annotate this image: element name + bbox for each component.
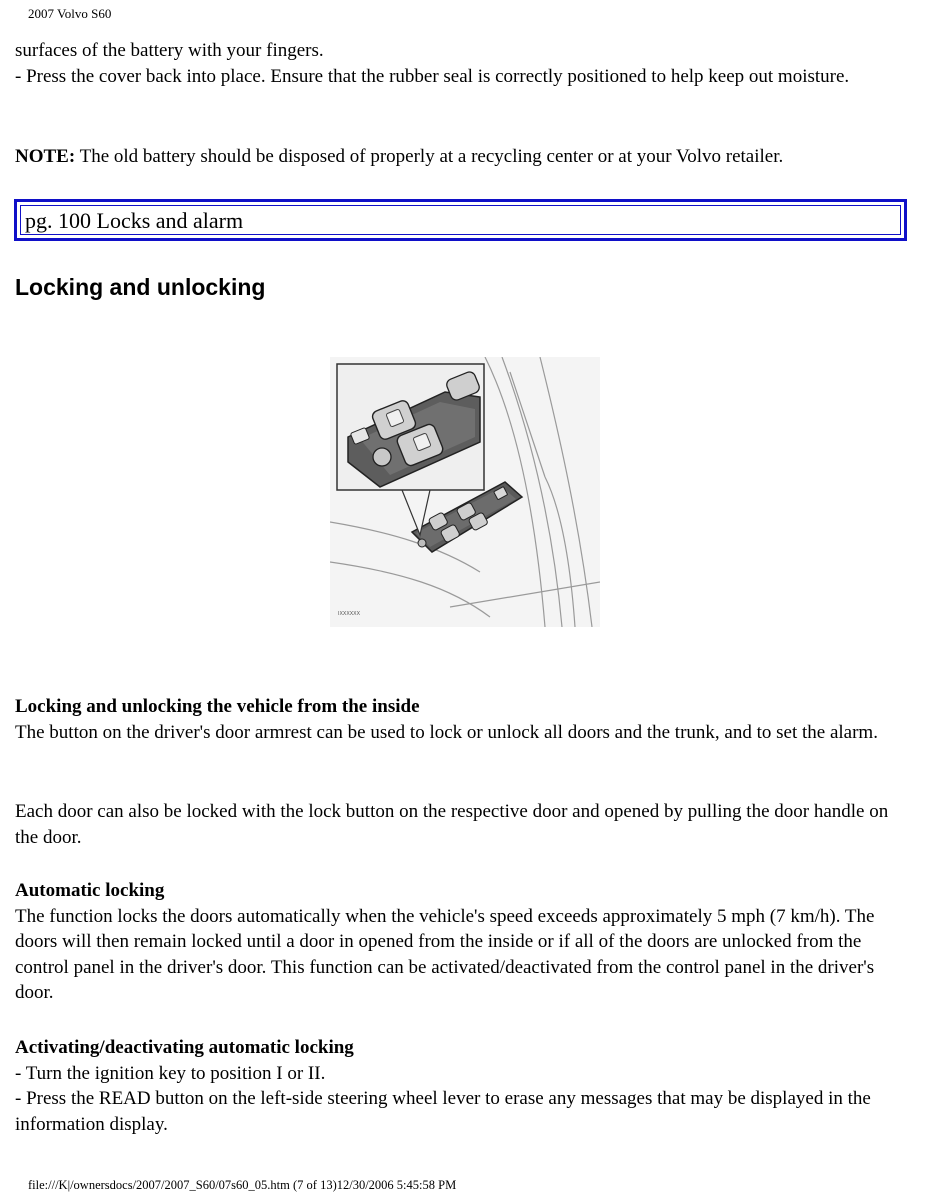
note-text: The old battery should be disposed of properly at a recycling center or at your Volvo retailer. [75, 146, 784, 167]
document-header: 2007 Volvo S60 [28, 6, 112, 21]
activate-locking-section [15, 1035, 910, 1137]
automatic-locking-text: The function locks the doors automatically when the vehicle's speed exceeds approximately 5 mph (7 km/h). The doors will then remain locked until a door in opened from the inside or if all of the doors are unlocked from the control panel in the driver's door. This function can be activated/deactivated from the control panel in the driver's door. [15, 905, 875, 1003]
inside-locking-paragraph-1: The button on the driver's door armrest can be used to lock or unlock all doors and the trunk, and to set the alarm. [15, 721, 878, 743]
inside-locking-paragraph-2: Each door can also be locked with the lock button on the respective door and opened by pulling the door handle on the door. [15, 801, 889, 848]
note-paragraph [15, 144, 910, 170]
intro-paragraph [15, 38, 910, 89]
inside-locking-heading: Locking and unlocking the vehicle from the inside [15, 696, 420, 717]
intro-line-1: surfaces of the battery with your fingers. [15, 40, 324, 61]
activate-step-2: - Press the READ button on the left-side steering wheel lever to erase any messages that may be displayed in the information display. [15, 1088, 871, 1135]
automatic-locking-section [15, 878, 910, 1006]
page-heading-box [14, 199, 907, 241]
door-control-panel-illustration [330, 357, 600, 627]
intro-line-2: - Press the cover back into place. Ensure that the rubber seal is correctly positioned to help keep out moisture. [15, 65, 850, 87]
automatic-locking-heading: Automatic locking [15, 880, 165, 901]
inside-locking-section [15, 694, 910, 745]
note-label: NOTE: [15, 146, 76, 167]
document-footer: file:///K|/ownersdocs/2007/2007_S60/07s60_05.htm (7 of 13)12/30/2006 5:45:58 PM [28, 1178, 457, 1192]
section-title: Locking and unlocking [15, 274, 266, 300]
activate-locking-heading: Activating/deactivating automatic locking [15, 1037, 354, 1058]
page-heading-text: pg. 100 Locks and alarm [20, 205, 901, 235]
figure-code: IXXXXXX [338, 611, 361, 617]
activate-step-1: - Turn the ignition key to position I or II. [15, 1062, 326, 1084]
